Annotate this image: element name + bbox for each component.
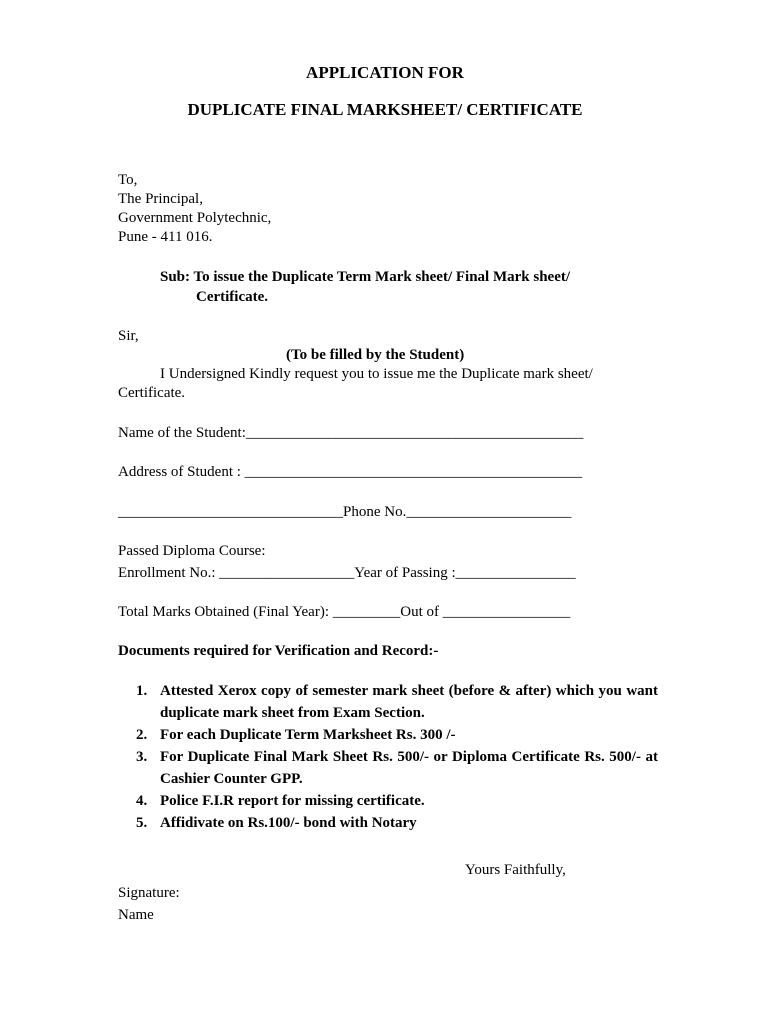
phone-field: ______________________________Phone No.______________________ [118, 504, 572, 520]
student-note: (To be filled by the Student) [286, 347, 465, 363]
list-item: 2. For each Duplicate Term Marksheet Rs. 300 /- [136, 727, 456, 743]
name-label: Name [118, 907, 154, 923]
address-city: Pune - 411 016. [118, 229, 213, 245]
request-line-2: Certificate. [118, 385, 186, 401]
subject-line-2: Certificate. [196, 289, 269, 305]
diploma-course-field: Passed Diploma Course: [118, 543, 266, 559]
title-line-1: APPLICATION FOR [306, 63, 464, 82]
list-item: 3. For Duplicate Final Mark Sheet Rs. 500/- or Diploma Certificate Rs. 500/- at Cashier Counter GPP. [136, 749, 658, 787]
request-line-1: I Undersigned Kindly request you to issue me the Duplicate mark sheet/ [160, 366, 593, 382]
list-item: 5. Affidivate on Rs.100/- bond with Notary [136, 815, 417, 831]
documents-list [118, 680, 658, 834]
subject-line-1: Sub: To issue the Duplicate Term Mark sheet/ Final Mark sheet/ [160, 269, 571, 285]
address-recipient: The Principal, [118, 191, 203, 207]
title-line-2: DUPLICATE FINAL MARKSHEET/ CERTIFICATE [187, 100, 583, 119]
student-name-field: Name of the Student:_____________________________________________ [118, 425, 584, 441]
documents-heading: Documents required for Verification and Record:- [118, 643, 439, 659]
signature-label: Signature: [118, 885, 180, 901]
enrollment-field: Enrollment No.: __________________Year of Passing :________________ [118, 565, 576, 581]
closing-yours-faithfully: Yours Faithfully, [465, 862, 566, 878]
address-institution: Government Polytechnic, [118, 210, 272, 226]
list-item: 4. Police F.I.R report for missing certificate. [136, 793, 425, 809]
student-address-field: Address of Student : _____________________________________________ [118, 464, 583, 480]
total-marks-field: Total Marks Obtained (Final Year): _________Out of _________________ [118, 604, 571, 620]
salutation: Sir, [118, 328, 139, 344]
list-item: 1. Attested Xerox copy of semester mark sheet (before & after) which you want duplicate mark sheet from Exam Section. [136, 683, 658, 721]
address-to: To, [118, 172, 138, 188]
